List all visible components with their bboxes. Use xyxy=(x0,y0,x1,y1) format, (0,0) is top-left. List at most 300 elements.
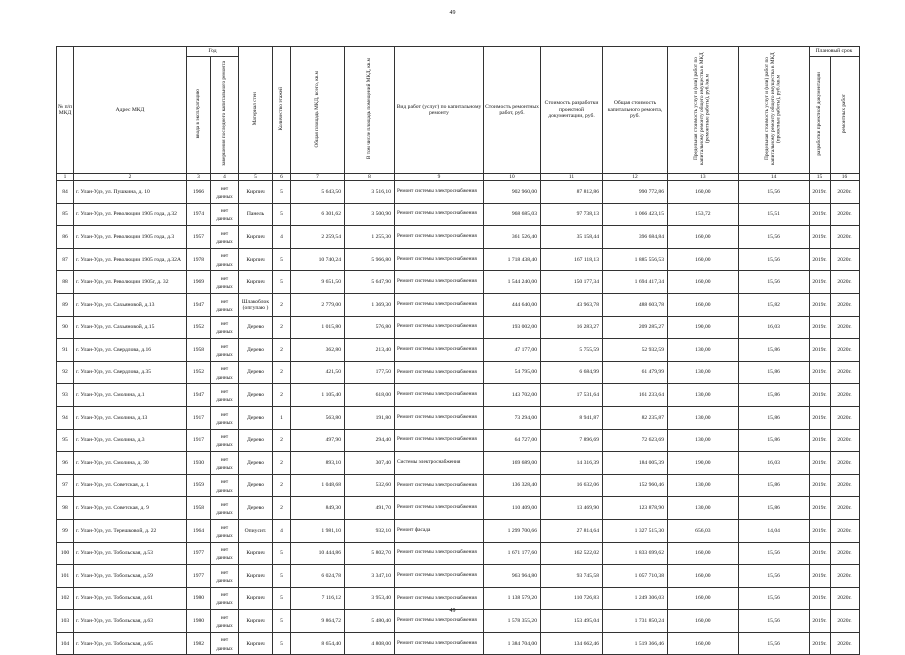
no-data-note xyxy=(211,343,238,358)
cell-work-type: Ремонт системы электроснабжения xyxy=(395,384,484,407)
cell-cost-work: 64 727,00 xyxy=(484,429,541,452)
no-data-word-1: нет xyxy=(220,501,229,508)
cell-work-type: Ремонт системы электроснабжения xyxy=(395,361,484,384)
cell-work-type: Ремонт системы электроснабжения xyxy=(395,339,484,362)
cell-area-total: 362,80 xyxy=(291,339,345,362)
cell-year-repair xyxy=(211,248,239,271)
table-row xyxy=(57,542,860,565)
cell-cost-design: 35 158,44 xyxy=(541,226,603,249)
no-data-word-2: данных xyxy=(216,284,233,291)
no-data-word-1: нет xyxy=(220,253,229,260)
cell-cost-design: 97 738,13 xyxy=(541,203,603,226)
cell-address: г. Улан-Удэ, ул. Тобольская, д.61 xyxy=(74,587,187,610)
cell-limit-design: 15,86 xyxy=(738,474,809,497)
cell-address: г. Улан-Удэ, ул. Революции 1905 года, д.3 xyxy=(74,226,187,249)
cell-number: 93 xyxy=(57,384,74,407)
cell-limit-design: 15,56 xyxy=(738,565,809,588)
cell-number: 92 xyxy=(57,361,74,384)
cell-area-total: 10 740,24 xyxy=(291,248,345,271)
no-data-word-1: нет xyxy=(220,388,229,395)
repair-register-table xyxy=(56,46,860,655)
no-data-word-1: нет xyxy=(220,185,229,192)
cell-limit-work: 160,00 xyxy=(668,587,739,610)
cell-limit-work: 160,00 xyxy=(668,293,739,316)
cell-plan-design: 2019г. xyxy=(809,226,830,249)
cell-cost-design: 153 495,04 xyxy=(541,610,603,633)
no-data-word-1: нет xyxy=(220,479,229,486)
cell-cost-total: 396 684,84 xyxy=(603,226,668,249)
cell-year-built: 1977 xyxy=(187,565,211,588)
header-walls xyxy=(239,47,273,174)
table-row xyxy=(57,361,860,384)
cell-floors: 5 xyxy=(273,181,291,204)
cell-cost-design: 87 812,86 xyxy=(541,181,603,204)
cell-number: 89 xyxy=(57,293,74,316)
header-limit-design xyxy=(738,47,809,174)
cell-floors: 2 xyxy=(273,384,291,407)
cell-cost-total: 152 960,46 xyxy=(603,474,668,497)
cell-cost-work: 963 964,80 xyxy=(484,565,541,588)
header-area-living-text: В том числе площадь помещений МКД, кв.м xyxy=(365,58,372,160)
cell-plan-design: 2019г. xyxy=(809,610,830,633)
cell-plan-design: 2019г. xyxy=(809,384,830,407)
no-data-word-1: нет xyxy=(220,298,229,305)
no-data-word-1: нет xyxy=(220,592,229,599)
cell-year-built: 1958 xyxy=(187,497,211,520)
cell-plan-design: 2019г. xyxy=(809,542,830,565)
cell-plan-work: 2020г. xyxy=(830,474,859,497)
cell-cost-work: 143 702,00 xyxy=(484,384,541,407)
cell-cost-total: 209 285,27 xyxy=(603,316,668,339)
cell-address: г. Улан-Удэ, ул. Советская, д. 9 xyxy=(74,497,187,520)
cell-year-built: 1958 xyxy=(187,339,211,362)
page-number-top: 49 xyxy=(449,10,456,16)
cell-plan-design: 2019г. xyxy=(809,519,830,542)
cell-area-total: 6 301,62 xyxy=(291,203,345,226)
cell-limit-design: 14,04 xyxy=(738,519,809,542)
cell-area-living: 5 966,80 xyxy=(345,248,395,271)
cell-cost-design: 43 963,78 xyxy=(541,293,603,316)
cell-cost-work: 110 409,00 xyxy=(484,497,541,520)
cell-year-built: 1974 xyxy=(187,203,211,226)
cell-year-repair xyxy=(211,203,239,226)
cell-area-total: 10 444,86 xyxy=(291,542,345,565)
cell-address: г. Улан-Удэ, ул. Революции 1905 года, д.32А xyxy=(74,248,187,271)
no-data-note xyxy=(211,547,238,562)
column-number-row xyxy=(57,174,860,181)
no-data-note xyxy=(211,208,238,223)
cell-plan-work: 2020г. xyxy=(830,497,859,520)
column-number: 9 xyxy=(395,174,484,181)
cell-work-type: Ремонт системы электроснабжения xyxy=(395,406,484,429)
cell-floors: 1 xyxy=(273,406,291,429)
cell-cost-total: 161 233,64 xyxy=(603,384,668,407)
cell-limit-design: 15,86 xyxy=(738,384,809,407)
table-row xyxy=(57,632,860,655)
cell-walls: Кирпич xyxy=(239,181,273,204)
no-data-note xyxy=(211,230,238,245)
cell-work-type: Ремонт фасада xyxy=(395,519,484,542)
cell-year-built: 1952 xyxy=(187,361,211,384)
cell-cost-design: 6 684,99 xyxy=(541,361,603,384)
cell-area-living: 213,40 xyxy=(345,339,395,362)
cell-address: г. Улан-Удэ, ул. Смолина, д.3 xyxy=(74,429,187,452)
cell-address: г. Улан-Удэ, ул. Тобольская, д.53 xyxy=(74,542,187,565)
cell-plan-design: 2019г. xyxy=(809,406,830,429)
cell-cost-design: 134 662,46 xyxy=(541,632,603,655)
no-data-word-1: нет xyxy=(220,208,229,215)
column-number: 16 xyxy=(830,174,859,181)
cell-area-living: 177,50 xyxy=(345,361,395,384)
cell-address: г. Улан-Удэ, ул. Свердлова, д.16 xyxy=(74,339,187,362)
cell-area-living: 307,40 xyxy=(345,452,395,475)
cell-year-built: 1980 xyxy=(187,610,211,633)
cell-plan-work: 2020г. xyxy=(830,542,859,565)
cell-cost-total: 1 519 366,46 xyxy=(603,632,668,655)
no-data-word-2: данных xyxy=(216,306,233,313)
cell-year-repair xyxy=(211,361,239,384)
column-number: 6 xyxy=(273,174,291,181)
no-data-word-2: данных xyxy=(216,600,233,607)
column-number: 12 xyxy=(603,174,668,181)
cell-cost-design: 5 755,59 xyxy=(541,339,603,362)
cell-area-living: 576,80 xyxy=(345,316,395,339)
cell-limit-design: 15,56 xyxy=(738,610,809,633)
cell-address: г. Улан-Удэ, ул. Смолина, д. 30 xyxy=(74,452,187,475)
no-data-note xyxy=(211,185,238,200)
cell-area-living: 491,70 xyxy=(345,497,395,520)
cell-walls: Опиусит. xyxy=(239,519,273,542)
cell-cost-design: 8 941,87 xyxy=(541,406,603,429)
table-row xyxy=(57,339,860,362)
cell-limit-work: 160,00 xyxy=(668,610,739,633)
no-data-note xyxy=(211,388,238,404)
no-data-word-2: данных xyxy=(216,487,233,494)
cell-cost-design: 13 469,90 xyxy=(541,497,603,520)
no-data-note xyxy=(211,275,238,291)
cell-cost-work: 361 526,40 xyxy=(484,226,541,249)
cell-year-repair xyxy=(211,474,239,497)
cell-number: 96 xyxy=(57,452,74,475)
cell-area-total: 497,90 xyxy=(291,429,345,452)
cell-cost-total: 1 327 515,30 xyxy=(603,519,668,542)
no-data-note xyxy=(211,614,238,630)
cell-limit-work: 130,00 xyxy=(668,429,739,452)
no-data-word-2: данных xyxy=(216,193,233,200)
cell-floors: 2 xyxy=(273,293,291,316)
cell-plan-work: 2020г. xyxy=(830,587,859,610)
table-row xyxy=(57,474,860,497)
header-floors xyxy=(273,47,291,174)
table-row xyxy=(57,316,860,339)
cell-cost-total: 61 479,99 xyxy=(603,361,668,384)
no-data-word-1: нет xyxy=(220,343,229,350)
cell-plan-design: 2019г. xyxy=(809,316,830,339)
cell-limit-work: 153,72 xyxy=(668,203,739,226)
cell-plan-work: 2020г. xyxy=(830,519,859,542)
cell-cost-work: 1 578 355,20 xyxy=(484,610,541,633)
cell-limit-work: 160,00 xyxy=(668,565,739,588)
cell-cost-work: 902 960,00 xyxy=(484,181,541,204)
cell-cost-work: 444 640,00 xyxy=(484,293,541,316)
cell-area-total: 2 779,00 xyxy=(291,293,345,316)
cell-area-total: 8 654,40 xyxy=(291,632,345,655)
header-year-repair xyxy=(211,57,239,174)
cell-cost-design: 16 632,06 xyxy=(541,474,603,497)
column-number: 11 xyxy=(541,174,603,181)
table-row xyxy=(57,565,860,588)
cell-floors: 2 xyxy=(273,429,291,452)
cell-year-built: 1957 xyxy=(187,226,211,249)
cell-work-type: Ремонт системы электроснабжения xyxy=(395,203,484,226)
cell-floors: 5 xyxy=(273,587,291,610)
no-data-note xyxy=(211,501,238,517)
cell-area-living: 532,60 xyxy=(345,474,395,497)
cell-limit-design: 15,51 xyxy=(738,203,809,226)
cell-cost-work: 1 384 704,00 xyxy=(484,632,541,655)
cell-year-built: 1982 xyxy=(187,632,211,655)
cell-work-type: Ремонт системы электроснабжения xyxy=(395,429,484,452)
no-data-note xyxy=(211,569,238,584)
no-data-word-1: нет xyxy=(220,434,229,441)
cell-cost-design: 17 531,64 xyxy=(541,384,603,407)
cell-plan-work: 2020г. xyxy=(830,565,859,588)
header-plan-design xyxy=(809,57,830,174)
cell-cost-design: 167 118,13 xyxy=(541,248,603,271)
cell-limit-work: 130,00 xyxy=(668,497,739,520)
no-data-word-1: нет xyxy=(220,230,229,237)
table-row xyxy=(57,293,860,316)
cell-year-built: 1980 xyxy=(187,587,211,610)
page-number-bottom: 49 xyxy=(449,608,456,614)
cell-floors: 4 xyxy=(273,226,291,249)
cell-year-repair xyxy=(211,293,239,316)
cell-area-living: 5 802,70 xyxy=(345,542,395,565)
cell-year-built: 1964 xyxy=(187,519,211,542)
cell-year-built: 1969 xyxy=(187,271,211,294)
cell-work-type: Системы электроснабжения xyxy=(395,452,484,475)
cell-walls: Дерево xyxy=(239,497,273,520)
cell-year-built: 1977 xyxy=(187,542,211,565)
cell-year-repair xyxy=(211,542,239,565)
cell-cost-work: 968 685,03 xyxy=(484,203,541,226)
cell-work-type: Ремонт системы электроснабжения xyxy=(395,293,484,316)
cell-year-repair xyxy=(211,519,239,542)
header-plan-design-text: разработки проектной документации xyxy=(815,71,822,156)
header-limit-design-text: Предельная стоимость услуг и (или) работ по капитальному ремонту общего имущества в МКД (проектные работы), руб./кв.м xyxy=(763,52,782,166)
cell-floors: 5 xyxy=(273,542,291,565)
header-address: Адрес МКД xyxy=(74,47,187,174)
cell-cost-total: 52 932,59 xyxy=(603,339,668,362)
cell-address: г. Улан-Удэ, ул. Свердлова, д.35 xyxy=(74,361,187,384)
cell-cost-total: 1 833 699,62 xyxy=(603,542,668,565)
table-row xyxy=(57,587,860,610)
cell-area-total: 1 048,68 xyxy=(291,474,345,497)
header-limit-work-text: Предельная стоимость услуг и (или) работ по капитальному ремонту общего имущества в МКД (ремонтные работы), руб./кв.м xyxy=(693,52,711,166)
no-data-word-1: нет xyxy=(220,614,229,621)
no-data-word-2: данных xyxy=(216,464,233,471)
cell-work-type: Ремонт системы электроснабжения xyxy=(395,632,484,655)
cell-year-repair xyxy=(211,406,239,429)
cell-number: 94 xyxy=(57,406,74,429)
table-row xyxy=(57,271,860,294)
cell-floors: 2 xyxy=(273,474,291,497)
no-data-word-1: нет xyxy=(220,411,229,418)
cell-cost-design: 150 177,34 xyxy=(541,271,603,294)
no-data-note xyxy=(211,298,238,313)
cell-area-living: 3 347,10 xyxy=(345,565,395,588)
cell-year-built: 1978 xyxy=(187,248,211,271)
cell-plan-work: 2020г. xyxy=(830,316,859,339)
no-data-word-2: данных xyxy=(216,555,233,562)
cell-plan-work: 2020г. xyxy=(830,361,859,384)
cell-year-built: 1930 xyxy=(187,452,211,475)
cell-plan-work: 2020г. xyxy=(830,429,859,452)
cell-cost-total: 184 005,39 xyxy=(603,452,668,475)
cell-year-repair xyxy=(211,384,239,407)
cell-area-living: 932,10 xyxy=(345,519,395,542)
cell-plan-work: 2020г. xyxy=(830,339,859,362)
cell-floors: 5 xyxy=(273,565,291,588)
cell-cost-total: 1 066 423,15 xyxy=(603,203,668,226)
cell-plan-design: 2019г. xyxy=(809,248,830,271)
header-year-built-text: ввода в эксплуатацию xyxy=(194,89,201,139)
header-area-living xyxy=(345,47,395,174)
no-data-word-2: данных xyxy=(216,442,233,449)
cell-number: 101 xyxy=(57,565,74,588)
header-area-total-text: Общая площадь МКД, всего, кв.м xyxy=(313,70,320,148)
cell-limit-work: 190,00 xyxy=(668,452,739,475)
cell-walls: Дерево xyxy=(239,452,273,475)
no-data-word-2: данных xyxy=(216,419,233,426)
cell-limit-design: 15,86 xyxy=(738,406,809,429)
cell-address: г. Улан-Удэ, ул. Революции 1905г, д. 32 xyxy=(74,271,187,294)
cell-cost-design: 7 896,69 xyxy=(541,429,603,452)
cell-plan-design: 2019г. xyxy=(809,429,830,452)
cell-limit-work: 130,00 xyxy=(668,384,739,407)
cell-year-repair xyxy=(211,497,239,520)
no-data-word-2: данных xyxy=(216,577,233,584)
cell-walls: Кирпич xyxy=(239,565,273,588)
cell-plan-work: 2020г. xyxy=(830,293,859,316)
cell-plan-work: 2020г. xyxy=(830,181,859,204)
cell-cost-design: 93 745,58 xyxy=(541,565,603,588)
cell-area-total: 5 643,50 xyxy=(291,181,345,204)
cell-walls: Дерево xyxy=(239,361,273,384)
cell-work-type: Ремонт системы электроснабжения xyxy=(395,565,484,588)
cell-limit-work: 130,00 xyxy=(668,474,739,497)
cell-walls: Кирпич xyxy=(239,632,273,655)
cell-cost-work: 1 718 438,40 xyxy=(484,248,541,271)
cell-area-living: 618,00 xyxy=(345,384,395,407)
cell-number: 102 xyxy=(57,587,74,610)
cell-plan-design: 2019г. xyxy=(809,632,830,655)
table-row xyxy=(57,497,860,520)
table-row xyxy=(57,384,860,407)
cell-limit-design: 15,86 xyxy=(738,429,809,452)
cell-plan-design: 2019г. xyxy=(809,293,830,316)
cell-area-living: 1 369,30 xyxy=(345,293,395,316)
header-cost-design: Стоимость разработки проектной документации, руб. xyxy=(541,47,603,174)
cell-walls: Кирпич xyxy=(239,271,273,294)
cell-cost-total: 72 623,69 xyxy=(603,429,668,452)
cell-walls: Дерево xyxy=(239,384,273,407)
column-number: 4 xyxy=(211,174,239,181)
cell-year-repair xyxy=(211,339,239,362)
cell-year-repair xyxy=(211,226,239,249)
cell-plan-design: 2019г. xyxy=(809,339,830,362)
cell-address: г. Улан-Удэ, ул. Сахьяновой, д.15 xyxy=(74,316,187,339)
cell-work-type: Ремонт системы электроснабжения xyxy=(395,610,484,633)
cell-number: 91 xyxy=(57,339,74,362)
cell-walls: Кирпич xyxy=(239,542,273,565)
cell-address: г. Улан-Удэ, ул. Тобольская, д.59 xyxy=(74,565,187,588)
cell-limit-work: 160,00 xyxy=(668,271,739,294)
cell-address: г. Улан-Удэ, ул. Смолина, д.1 xyxy=(74,384,187,407)
no-data-word-2: данных xyxy=(216,216,233,223)
table-row xyxy=(57,519,860,542)
cell-cost-design: 27 814,64 xyxy=(541,519,603,542)
cell-cost-work: 193 002,00 xyxy=(484,316,541,339)
cell-number: 88 xyxy=(57,271,74,294)
cell-walls: Кирпич xyxy=(239,248,273,271)
cell-area-total: 1 015,80 xyxy=(291,316,345,339)
cell-area-living: 3 500,90 xyxy=(345,203,395,226)
cell-cost-work: 73 294,00 xyxy=(484,406,541,429)
cell-walls: Дерево xyxy=(239,474,273,497)
table-body xyxy=(57,181,860,655)
column-number: 7 xyxy=(291,174,345,181)
cell-plan-work: 2020г. xyxy=(830,226,859,249)
cell-address: г. Улан-Удэ, ул. Смолина, д.13 xyxy=(74,406,187,429)
no-data-word-1: нет xyxy=(220,275,229,282)
header-plan-group: Плановый срок xyxy=(809,47,859,57)
cell-plan-work: 2020г. xyxy=(830,610,859,633)
cell-cost-work: 47 177,00 xyxy=(484,339,541,362)
header-area-total xyxy=(291,47,345,174)
cell-cost-work: 1 671 177,60 xyxy=(484,542,541,565)
cell-work-type: Ремонт системы электроснабжения xyxy=(395,474,484,497)
cell-year-repair xyxy=(211,632,239,655)
cell-year-repair xyxy=(211,271,239,294)
cell-year-repair xyxy=(211,452,239,475)
cell-cost-total: 488 603,78 xyxy=(603,293,668,316)
cell-walls: Кирпич xyxy=(239,587,273,610)
no-data-note xyxy=(211,637,238,652)
cell-area-living: 3 516,10 xyxy=(345,181,395,204)
cell-walls: Дерево xyxy=(239,339,273,362)
header-cost-total: Общая стоимость капитального ремонта, руб. xyxy=(603,47,668,174)
cell-limit-work: 130,00 xyxy=(668,339,739,362)
cell-plan-work: 2020г. xyxy=(830,384,859,407)
cell-cost-total: 1 731 850,24 xyxy=(603,610,668,633)
cell-cost-work: 1 544 240,00 xyxy=(484,271,541,294)
cell-number: 86 xyxy=(57,226,74,249)
cell-plan-design: 2019г. xyxy=(809,361,830,384)
cell-plan-design: 2019г. xyxy=(809,181,830,204)
cell-walls: Панель xyxy=(239,203,273,226)
cell-limit-work: 160,00 xyxy=(668,542,739,565)
cell-floors: 5 xyxy=(273,203,291,226)
header-limit-work xyxy=(668,47,739,174)
no-data-note xyxy=(211,366,238,381)
cell-limit-work: 160,00 xyxy=(668,248,739,271)
cell-cost-total: 1 885 556,53 xyxy=(603,248,668,271)
cell-area-total: 7 116,12 xyxy=(291,587,345,610)
cell-limit-work: 160,00 xyxy=(668,226,739,249)
cell-limit-design: 16,03 xyxy=(738,452,809,475)
cell-year-repair xyxy=(211,587,239,610)
